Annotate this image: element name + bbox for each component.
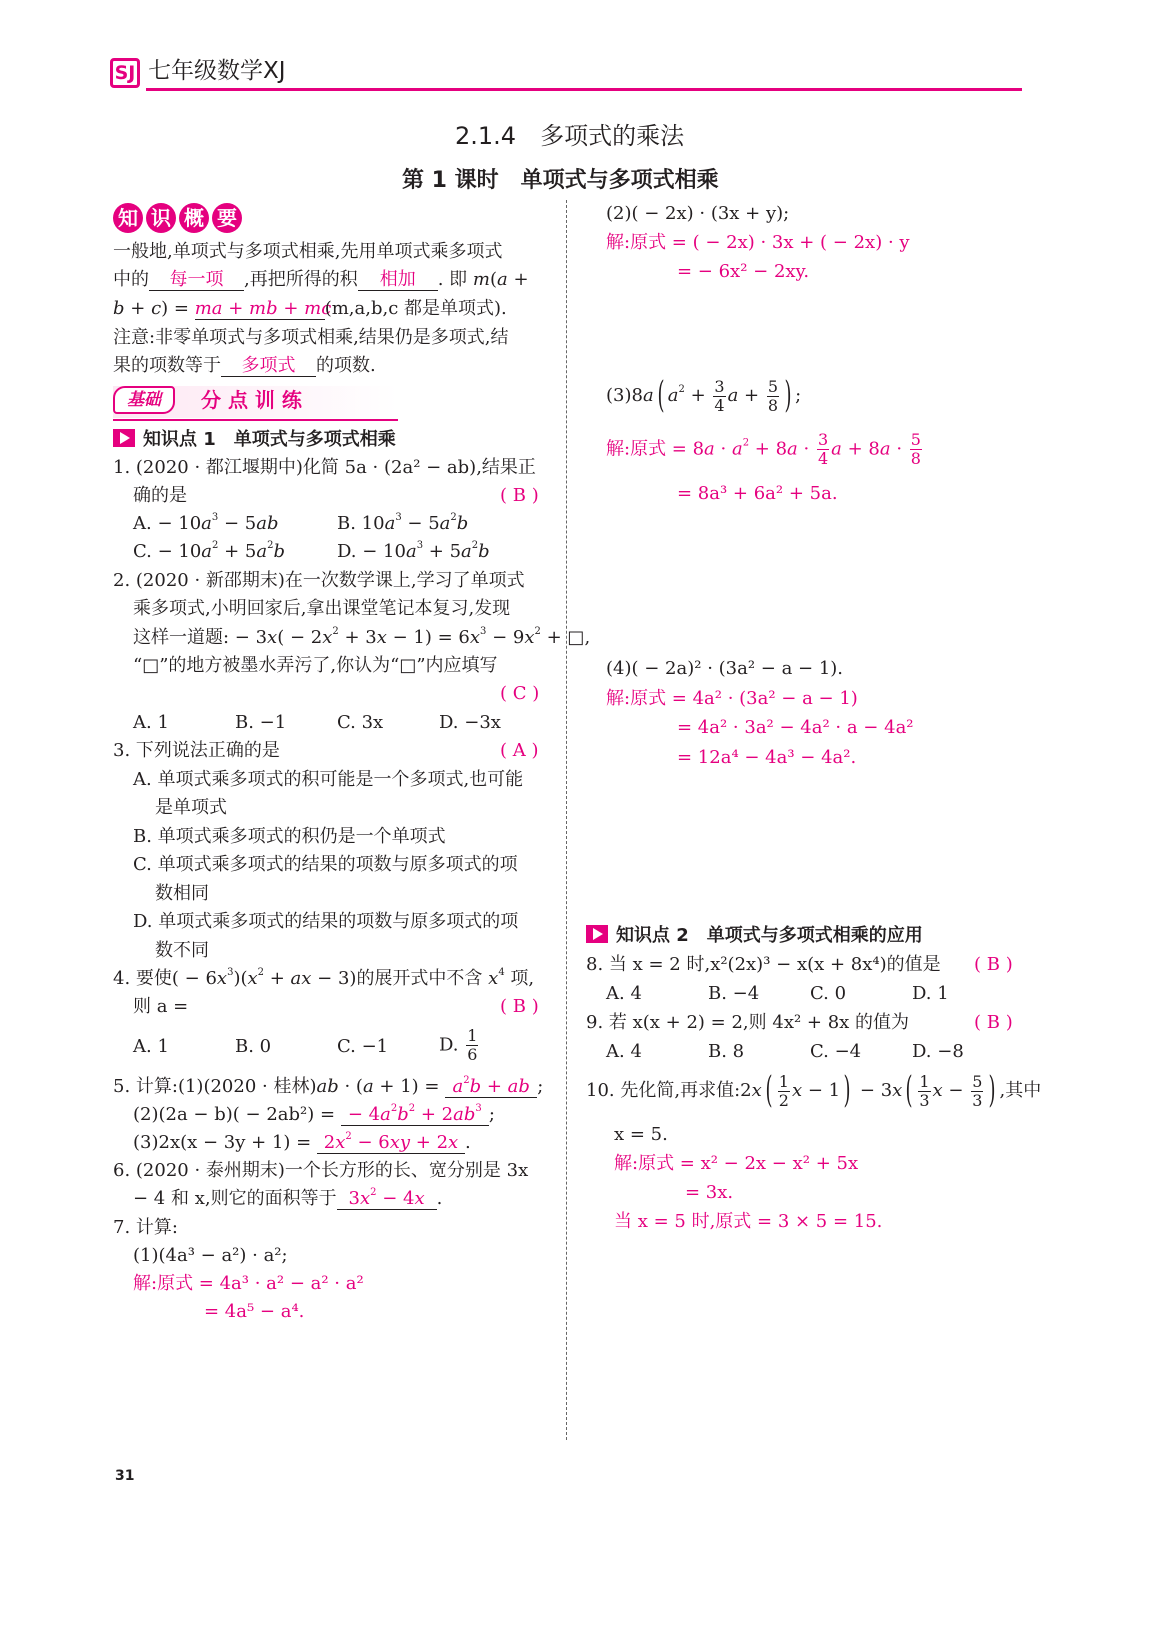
training-banner	[113, 386, 398, 418]
q7-part-3-solution-2: = 8a³ + 6a² + 5a.	[677, 483, 838, 504]
q1-option-b: B. $10a^3 - 5a^2b$	[337, 512, 469, 534]
blank-1: 每一项	[149, 271, 244, 291]
q2-line-4: “□”的地方被墨水弄污了,你认为“□”内应填写	[133, 655, 498, 676]
q9-stem: 9. 若 x(x + 2) = 2,则 4x² + 8x 的值为	[586, 1012, 910, 1033]
q7-part-4-solution-3: = 12a⁴ − 4a³ − 4a².	[677, 747, 857, 768]
q7-part-3-solution-1: 解:原式 = $8a \cdot a^2 + 8a$ · $\frac{3}{4}$ a + 8a · $\frac{5}{8}$	[606, 430, 921, 468]
q5-line-2: (2)(2a − b)( − 2ab²) = − $4a^2b^2 + 2ab^3$ ;	[133, 1103, 495, 1125]
q5-blank-1: $a^2b$ + ab	[445, 1078, 537, 1098]
q10-solution-2: = 3x.	[685, 1182, 734, 1203]
q9-option-c: C. −4	[810, 1041, 862, 1062]
q8-option-c: C. 0	[810, 983, 847, 1004]
q1-stem-2: 确的是	[133, 485, 187, 506]
q6-line-1: 6. (2020 · 泰州期末)一个长方形的长、宽分别是 3x	[113, 1160, 529, 1181]
q8-option-b: B. −4	[708, 983, 760, 1004]
q7-solution-2: = 4a⁵ − a⁴.	[204, 1301, 305, 1322]
q2-option-d: D. −3x	[439, 712, 501, 733]
q2-line-2: 乘多项式,小明回家后,拿出课堂笔记本复习,发现	[133, 598, 511, 619]
q10-line-1: 10. 先化简,再求值:2x( $\frac{1}{2}$ x − 1) − 3x( $\frac{1}{3}$ x − $\frac{5}{3}$ ) ,其中	[586, 1070, 1042, 1111]
q9-answer: ( B )	[974, 1012, 1013, 1033]
q1-stem: 1. (2020 · 都江堰期中)化简 5a · (2a² − ab),结果正	[113, 457, 536, 478]
q4-option-d: D. $\frac{1}{6}$	[439, 1026, 478, 1064]
q1-option-d: D. − $10a^3 + 5a^2b$	[337, 540, 490, 562]
badge-char: 知	[113, 203, 143, 233]
section-title: 2.1.4 多项式的乘法	[455, 122, 685, 150]
kp1-heading: 知识点 1 单项式与多项式相乘	[113, 429, 396, 449]
q3-stem: 3. 下列说法正确的是	[113, 740, 280, 761]
kp2-heading: 知识点 2 单项式与多项式相乘的应用	[586, 925, 923, 945]
q4-line-1: 4. 要使( − $6x^3)(x^2$ + ax − 3)的展开式中不含 $x^4$ 项,	[113, 967, 535, 989]
q7-part-2-solution-1: 解:原式 = ( − 2x) · 3x + ( − 2x) · y	[606, 232, 910, 253]
q5-blank-2: − $4a^2b^2 + 2ab^3$	[341, 1106, 489, 1126]
q8-option-a: A. 4	[606, 983, 642, 1004]
lesson-title: 第 1 课时 单项式与多项式相乘	[402, 168, 719, 193]
q1-answer: ( B )	[500, 485, 539, 506]
q5-blank-3: $2x^2 - 6xy + 2x$	[317, 1134, 465, 1154]
q7-part-2: (2)( − 2x) · (3x + y);	[606, 203, 790, 224]
q3-option-d-2: 数不同	[155, 940, 209, 961]
q2-line-3: 这样一道题: − $3x( - 2x^2 + 3x - 1) = 6x^3 - 9x^2$ + □,	[133, 626, 591, 648]
knowledge-line-2: 中的 每一项 ,再把所得的积 相加 . 即 m(a +	[113, 269, 529, 290]
q7-part-4: (4)( − 2a)² · (3a² − a − 1).	[606, 658, 844, 679]
training-rule	[113, 419, 398, 421]
q8-stem: 8. 当 x = 2 时,x²(2x)³ − x(x + 8x⁴)的值是	[586, 954, 941, 975]
q3-option-c-1: C. 单项式乘多项式的结果的项数与原多项式的项	[133, 854, 518, 875]
knowledge-line-4: 注意:非零单项式与多项式相乘,结果仍是多项式,结	[113, 327, 509, 348]
q9-option-a: A. 4	[606, 1041, 642, 1062]
header-logo: SJ	[110, 58, 140, 88]
q2-option-a: A. 1	[133, 712, 169, 733]
q5-line-3: $(3)2x(x - 3y + 1) = 2x^2 - 6xy + 2x$ .	[133, 1131, 471, 1153]
badge-char: 识	[146, 203, 176, 233]
q10-solution-1: 解:原式 = x² − 2x − x² + 5x	[614, 1153, 859, 1174]
header-title: 七年级数学XJ	[148, 58, 286, 84]
knowledge-line-1: 一般地,单项式与多项式相乘,先用单项式乘多项式	[113, 241, 503, 262]
q8-option-d: D. 1	[912, 983, 949, 1004]
knowledge-line-5: 果的项数等于 多项式 的项数.	[113, 355, 376, 376]
q4-option-c: C. −1	[337, 1036, 389, 1057]
q3-option-c-2: 数相同	[155, 883, 209, 904]
training-title: 分 点 训 练	[201, 388, 302, 412]
knowledge-line-3: b + c) = ma + mb + mc(m,a,b,c 都是单项式).	[113, 298, 507, 319]
header-rule	[146, 88, 1022, 91]
q7-part-3: (3)8a( $a^2$ + $\frac{3}{4}$ a + $\frac{5}{8}$ ) ;	[606, 375, 802, 416]
q2-option-b: B. −1	[235, 712, 287, 733]
q2-answer: ( C )	[500, 683, 540, 704]
q3-option-a-1: A. 单项式乘多项式的积可能是一个多项式,也可能	[133, 769, 524, 790]
play-icon	[586, 925, 608, 943]
q7-part-4-solution-1: 解:原式 = 4a² · (3a² − a − 1)	[606, 688, 858, 709]
blank-2: 相加	[358, 271, 438, 291]
play-icon	[113, 429, 135, 447]
q1-option-c: C. − $10a^2 + 5a^2b$	[133, 540, 286, 562]
q10-solution-3: 当 x = 5 时,原式 = 3 × 5 = 15.	[614, 1211, 883, 1232]
q8-answer: ( B )	[974, 954, 1013, 975]
blank-4: 多项式	[221, 357, 316, 377]
q4-answer: ( B )	[500, 996, 539, 1017]
q3-option-a-2: 是单项式	[155, 797, 227, 818]
q6-line-2: − 4 和 x,则它的面积等于 $3x^2 - 4x$ .	[133, 1187, 443, 1209]
column-divider	[566, 200, 567, 1440]
q3-answer: ( A )	[500, 740, 539, 761]
q9-option-d: D. −8	[912, 1041, 964, 1062]
q9-option-b: B. 8	[708, 1041, 745, 1062]
q7-part-2-solution-2: = − 6x² − 2xy.	[677, 261, 810, 282]
q3-option-b: B. 单项式乘多项式的积仍是一个单项式	[133, 826, 446, 847]
badge-char: 概	[179, 203, 209, 233]
q7-part-1: (1)(4a³ − a²) · a²;	[133, 1245, 288, 1266]
badge-char: 要	[212, 203, 242, 233]
training-tag: 基础	[113, 386, 175, 414]
q4-line-2: 则 a =	[133, 996, 189, 1017]
q2-line-1: 2. (2020 · 新邵期末)在一次数学课上,学习了单项式	[113, 570, 525, 591]
page-number: 31	[115, 1468, 135, 1484]
q6-blank: $3x^2 - 4x$	[337, 1190, 437, 1210]
blank-3: ma + mb + mc	[194, 298, 332, 319]
q2-option-c: C. 3x	[337, 712, 384, 733]
q3-option-d-1: D. 单项式乘多项式的结果的项数与原多项式的项	[133, 911, 519, 932]
knowledge-badges	[113, 203, 245, 233]
q4-option-b: B. 0	[235, 1036, 272, 1057]
q5-line-1: 5. 计算:(1)(2020 · 桂林)$ab \cdot (a + 1) = a^2b$ + ab ;	[113, 1075, 544, 1097]
q4-option-a: A. 1	[133, 1036, 169, 1057]
q7-solution-1: 解:原式 = 4a³ · a² − a² · a²	[133, 1273, 364, 1294]
q10-line-2: x = 5.	[614, 1124, 668, 1145]
q7-stem: 7. 计算:	[113, 1217, 178, 1238]
q7-part-4-solution-2: = 4a² · 3a² − 4a² · a − 4a²	[677, 717, 914, 738]
q1-option-a: A. − $10a^3 - 5ab$	[133, 512, 279, 534]
